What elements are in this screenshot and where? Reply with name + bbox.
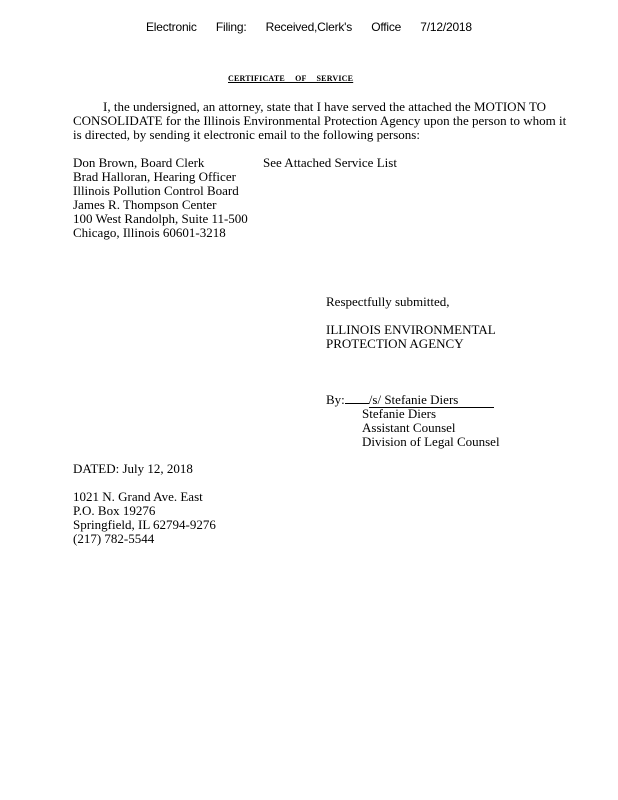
header-office: Office — [371, 20, 402, 34]
recipient-line: Brad Halloran, Hearing Officer — [73, 169, 236, 184]
address-line: 1021 N. Grand Ave. East — [73, 489, 203, 504]
respectfully-submitted: Respectfully submitted, — [326, 294, 450, 309]
signer-title: Assistant Counsel — [362, 420, 456, 435]
document-title: CERTIFICATE OF SERVICE — [228, 74, 354, 83]
recipient-line: 100 West Randolph, Suite 11-500 — [73, 211, 248, 226]
header-date: 7/12/2018 — [420, 20, 472, 34]
address-line: Springfield, IL 62794-9276 — [73, 517, 216, 532]
agency-address — [73, 490, 216, 546]
recipient-block — [73, 156, 248, 240]
recipient-line: Chicago, Illinois 60601-3218 — [73, 225, 226, 240]
signer-division: Division of Legal Counsel — [362, 434, 500, 449]
recipient-line: James R. Thompson Center — [73, 197, 217, 212]
by-label: By: — [326, 392, 345, 407]
recipient-line: Illinois Pollution Control Board — [73, 183, 239, 198]
signer-name: Stefanie Diers — [362, 406, 437, 421]
electronic-signature: /s/ Stefanie Diers — [369, 393, 495, 408]
service-statement-text: I, the undersigned, an attorney, state that I have served the attached the MOTION TO CONSOLIDATE for the Illinois Environmental Protection Agency upon the person to whom it is directed, by sending it electronic email to the following persons: — [73, 99, 567, 142]
filing-stamp-header — [146, 20, 488, 34]
phone-line: (217) 782-5544 — [73, 531, 155, 546]
signature-underline-lead — [345, 403, 369, 404]
header-received: Received,Clerk's — [265, 20, 353, 34]
address-line: P.O. Box 19276 — [73, 503, 156, 518]
header-electronic: Electronic — [146, 20, 197, 34]
dated-line: DATED: July 12, 2018 — [73, 461, 193, 476]
agency-name-line2: PROTECTION AGENCY — [326, 336, 464, 351]
header-filing: Filing: — [215, 20, 247, 34]
service-statement — [73, 100, 573, 142]
service-list-reference: See Attached Service List — [263, 155, 397, 170]
agency-name-line1: ILLINOIS ENVIRONMENTAL — [326, 322, 496, 337]
recipient-line: Don Brown, Board Clerk — [73, 155, 205, 170]
